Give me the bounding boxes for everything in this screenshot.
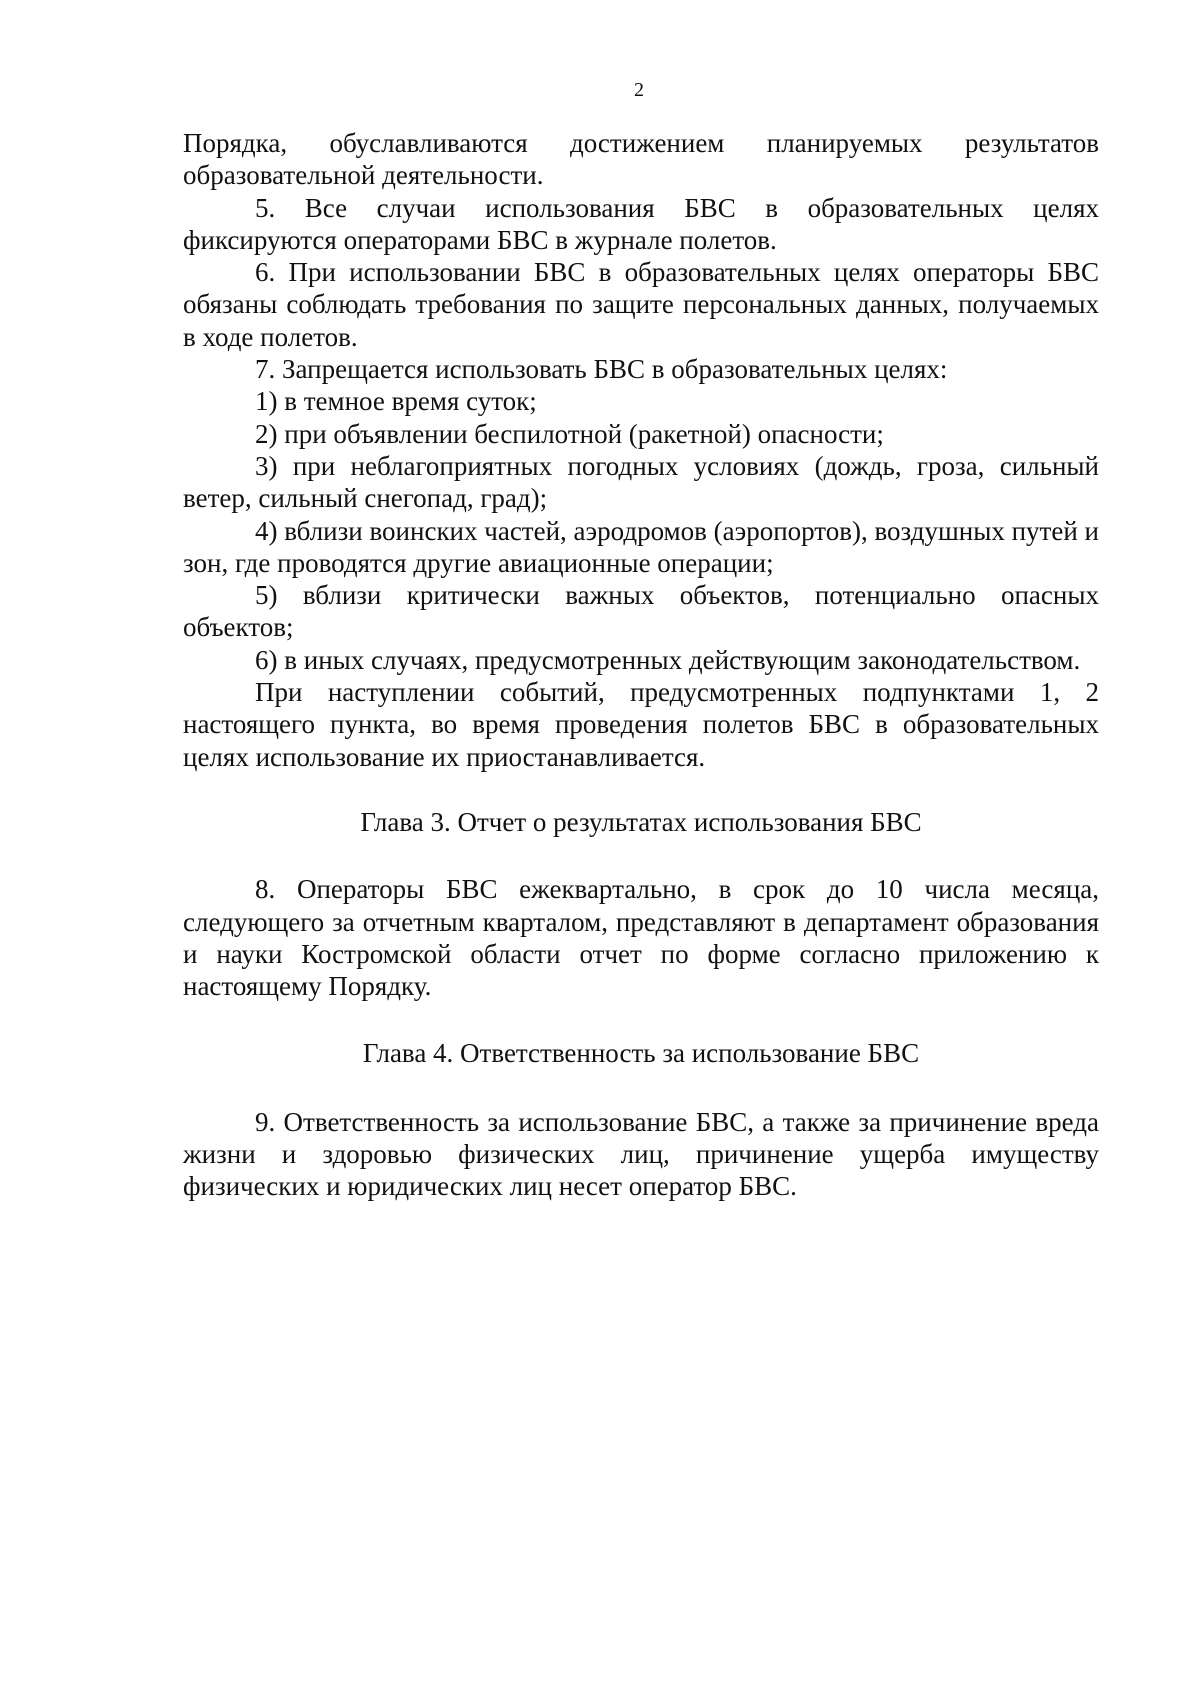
paragraph-7-note: При наступлении событий, предусмотренных подпунктами 1, 2 настоящего пункта, во время проведения полетов БВС в образовательных целях использование их приостанавливается. <box>183 677 1099 772</box>
paragraph-7: 7. Запрещается использовать БВС в образовательных целях: <box>255 354 948 385</box>
paragraph-5: 5. Все случаи использования БВС в образовательных целях фиксируются операторами БВС в журнале полетов. <box>183 192 1099 255</box>
subitem-7-6: 6) в иных случаях, предусмотренных действующим законодательством. <box>255 644 1081 675</box>
subitem-7-4: 4) вблизи воинских частей, аэродромов (аэропортов), воздушных путей и зон, где проводятся другие авиационные операции; <box>183 515 1099 578</box>
paragraph-6: 6. При использовании БВС в образовательных целях операторы БВС обязаны соблюдать требования по защите персональных данных, получаемых в ходе полетов. <box>183 257 1099 352</box>
chapter-3-heading: Глава 3. Отчет о результатах использования БВС <box>360 806 922 837</box>
subitem-7-5: 5) вблизи критически важных объектов, потенциально опасных объектов; <box>183 580 1099 643</box>
subitem-7-1: 1) в темное время суток; <box>255 386 537 417</box>
subitem-7-2: 2) при объявлении беспилотной (ракетной) опасности; <box>255 418 884 449</box>
page-number: 2 <box>634 79 644 101</box>
paragraph-continuation: Порядка, обуславливаются достижением планируемых результатов образовательной деятельности. <box>183 128 1099 191</box>
subitem-7-3: 3) при неблагоприятных погодных условиях (дождь, гроза, сильный ветер, сильный снегопад, град); <box>183 450 1099 514</box>
paragraph-9: 9. Ответственность за использование БВС, а также за причинение вреда жизни и здоровью физических лиц, причинение ущерба имуществу физических и юридических лиц несет оператор БВС. <box>183 1106 1099 1202</box>
document-body <box>183 127 1099 1203</box>
paragraph-8: 8. Операторы БВС ежеквартально, в срок до 10 числа месяца, следующего за отчетным кварталом, представляют в департамент образования и науки Костромской области отчет по форме согласно приложению к настоящему Порядку. <box>183 874 1099 1002</box>
chapter-4-heading: Глава 4. Ответственность за использование БВС <box>362 1038 920 1069</box>
